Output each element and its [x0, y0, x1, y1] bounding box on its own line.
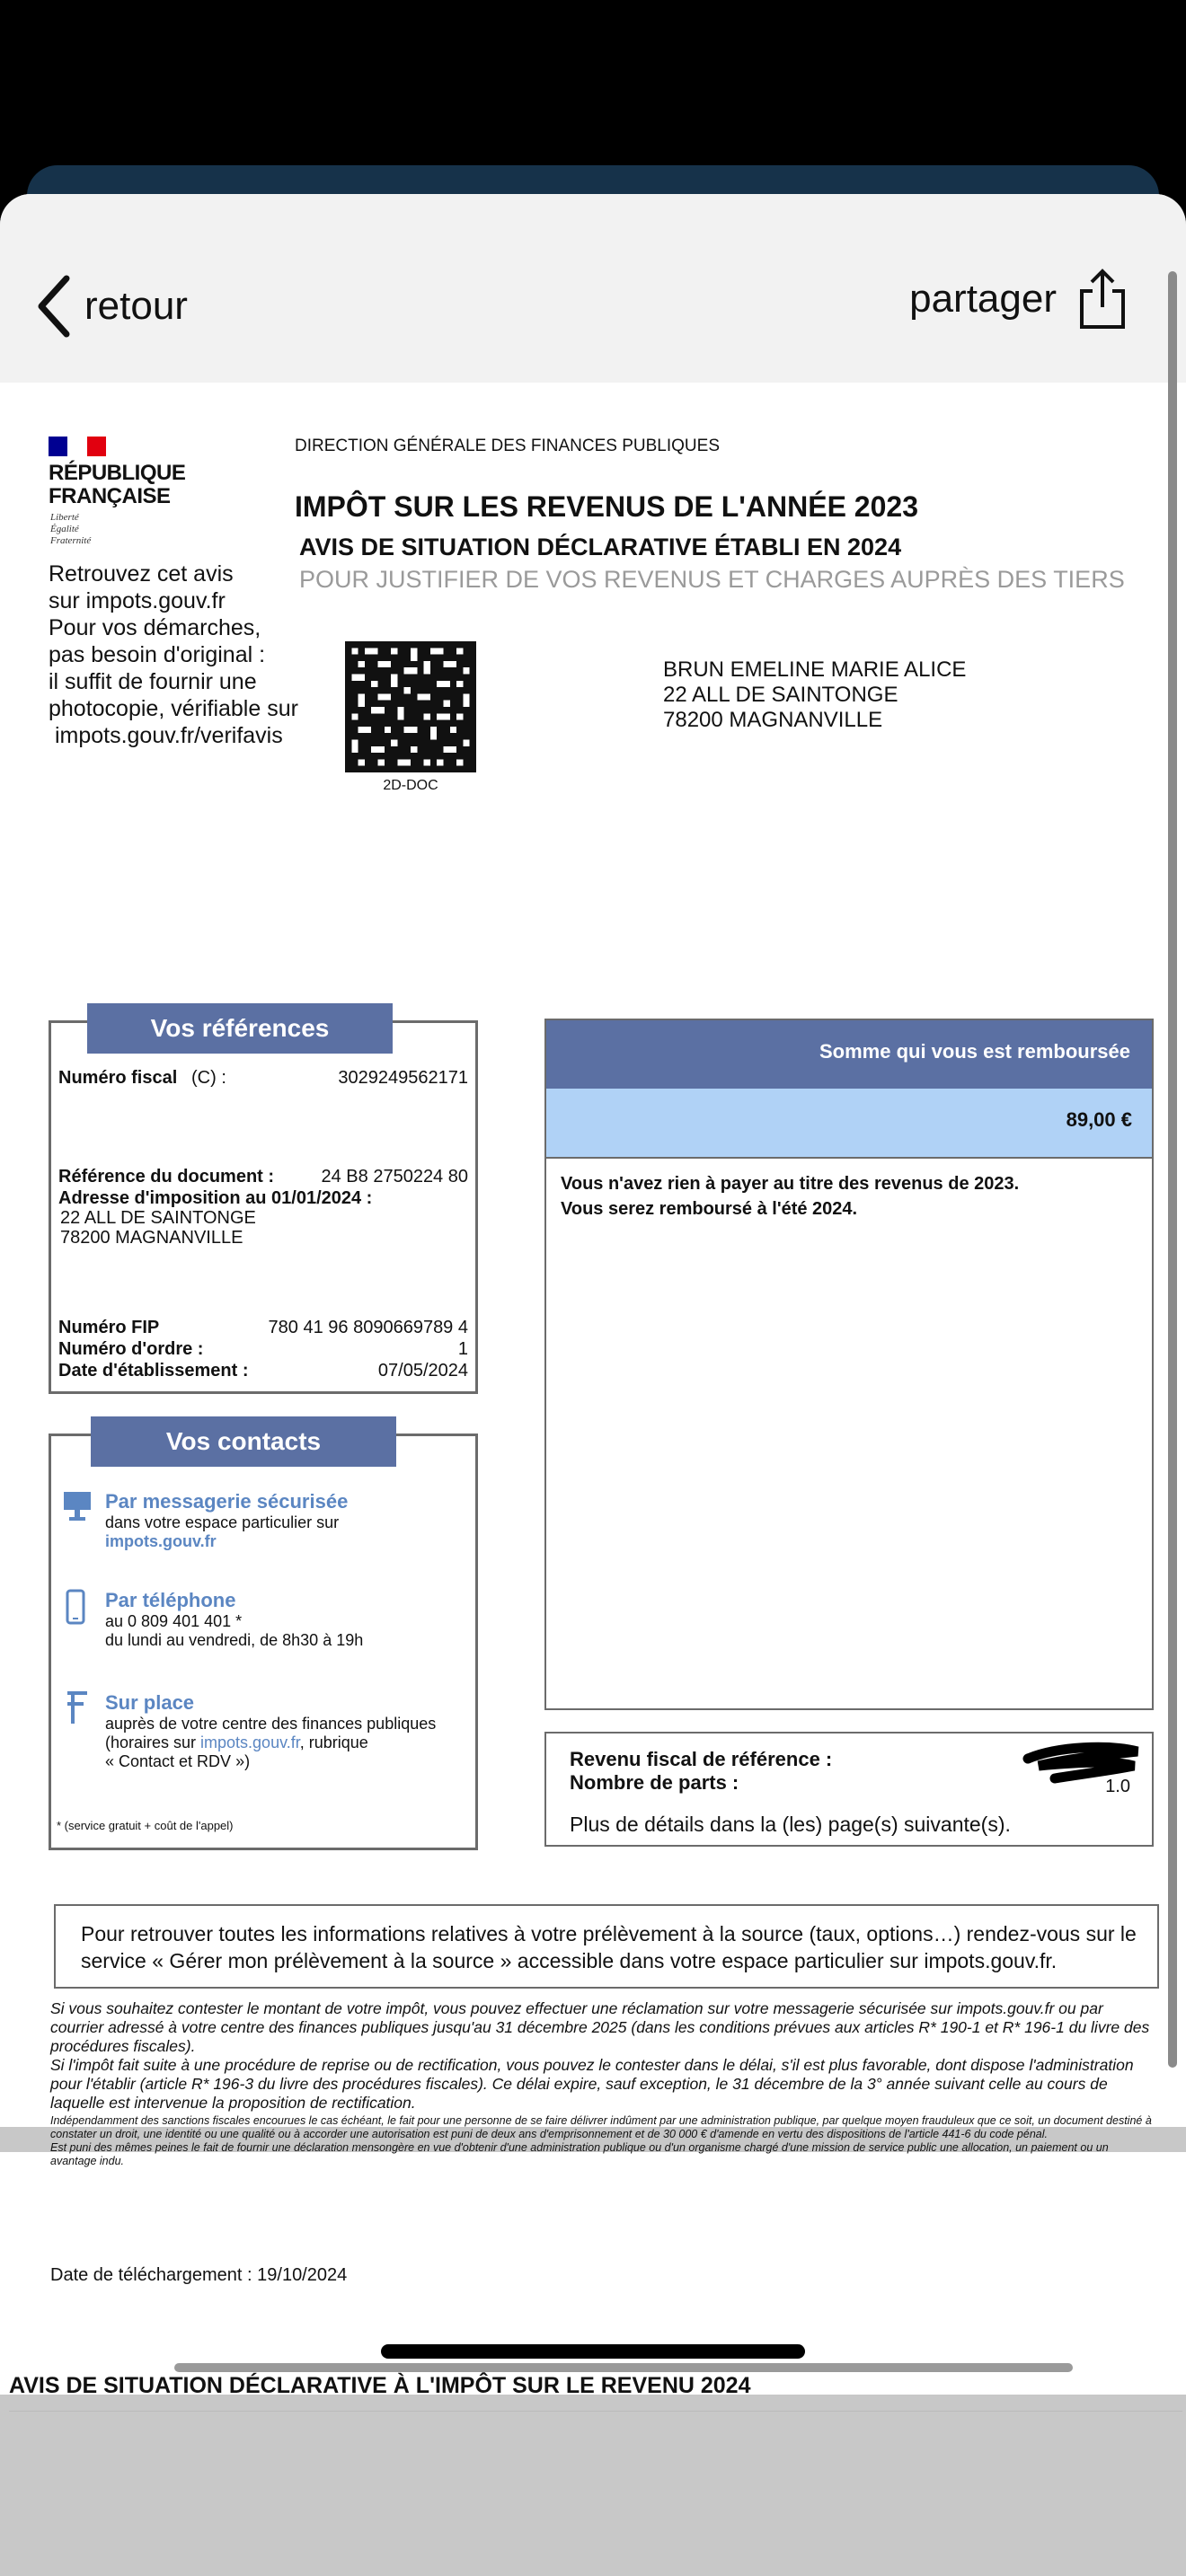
devise-fraternite: Fraternité [50, 535, 92, 546]
intro-line: photocopie, vérifiable sur [49, 696, 298, 721]
contact-messaging-line: dans votre espace particulier sur [105, 1513, 340, 1531]
back-button[interactable] [36, 257, 188, 356]
fiscal-number-label: Numéro fiscal [58, 1068, 178, 1088]
adresse-line-2: 78200 MAGNANVILLE [60, 1228, 243, 1248]
navigation-bar [0, 194, 1186, 384]
parts-label: Nombre de parts : [570, 1771, 739, 1794]
contact-place-text-a: (horaires sur [105, 1734, 201, 1751]
contact-phone-text [105, 1612, 363, 1650]
impots-link[interactable]: impots.gouv.fr [105, 1532, 217, 1550]
recipient-address [663, 657, 966, 733]
contact-place-line: auprès de votre centre des finances publiques [105, 1715, 437, 1733]
page-2-divider [9, 2411, 1182, 2412]
phone-icon [66, 1589, 85, 1625]
2d-doc-label: 2D-DOC [383, 778, 438, 793]
fip-label: Numéro FIP [58, 1318, 160, 1337]
refund-header-label: Somme qui vous est remboursée [819, 1040, 1130, 1063]
ordre-label: Numéro d'ordre : [58, 1339, 204, 1359]
contact-place-title: Sur place [105, 1691, 195, 1714]
legal-small-text [50, 2114, 1155, 2168]
french-flag-logo [49, 437, 106, 456]
date-value: 07/05/2024 [377, 1361, 468, 1381]
office-icon [64, 1689, 91, 1725]
references-box [49, 1014, 478, 1394]
share-icon [1076, 268, 1128, 331]
refund-line-1: Vous n'avez rien à payer au titre des revenus de 2023. [561, 1174, 1020, 1194]
intro-line: pas besoin d'original : [49, 642, 266, 667]
download-date: Date de téléchargement : 19/10/2024 [50, 2265, 348, 2285]
vertical-scrollbar[interactable] [1168, 271, 1177, 2068]
page-2-title: AVIS DE SITUATION DÉCLARATIVE À L'IMPÔT SUR LE REVENU 2024 [9, 2373, 751, 2398]
contact-messaging-text [105, 1513, 339, 1551]
date-label: Date d'établissement : [58, 1361, 249, 1381]
contact-place-text-b: , rubrique [299, 1734, 368, 1751]
refund-box [544, 1019, 1154, 1710]
contacts-title: Vos contacts [91, 1416, 396, 1467]
details-note: Plus de détails dans la (les) page(s) suivante(s). [570, 1813, 1011, 1836]
computer-icon [62, 1490, 93, 1522]
legal-paragraph: Si vous souhaitez contester le montant de votre impôt, vous pouvez effectuer une réclamation sur votre messagerie sécurisée sur impots.gouv.fr ou par courrier adressé à votre centre des finances publiques jusqu'au 31 décembre 2025 (dans les conditions prévues aux articles R* 190-1 et R* 196-1 du livre des procédures fiscales). [50, 1999, 1150, 2055]
devise-egalite: Égalité [50, 524, 79, 534]
contact-footnote: * (service gratuit + coût de l'appel) [57, 1819, 234, 1832]
devise-liberte: Liberté [50, 512, 79, 523]
back-label: retour [84, 284, 188, 328]
refund-amount-row [546, 1089, 1152, 1159]
chevron-left-icon [36, 275, 72, 338]
intro-line: Retrouvez cet avis [49, 561, 234, 587]
parts-value: 1.0 [1105, 1777, 1130, 1796]
refund-header [546, 1020, 1152, 1089]
revenu-fiscal-box [544, 1732, 1154, 1847]
intro-text [49, 560, 336, 749]
impots-link[interactable]: impots.gouv.fr [200, 1734, 300, 1751]
intro-line: Pour vos démarches, [49, 615, 261, 640]
direction-label: DIRECTION GÉNÉRALE DES FINANCES PUBLIQUES [295, 437, 720, 455]
share-label: partager [909, 277, 1057, 321]
republique-francaise-logo [49, 462, 185, 508]
intro-line: sur impots.gouv.fr [49, 588, 226, 613]
legal-paragraph: Si l'impôt fait suite à une procédure de reprise ou de rectification, vous pouvez le contester dans le délai, s'il est plus favorable, dont dispose l'administration pour l'établir (article R* 196-3 du livre des procédures fiscales). Ce délai expire, sauf exception, le 31 décembre de la 3° année suivant celle au cours de laquelle est intervenue la proposition de rectification. [50, 2056, 1134, 2112]
recipient-name: BRUN EMELINE MARIE ALICE [663, 657, 967, 682]
contact-phone-number: au 0 809 401 401 * [105, 1612, 243, 1630]
devise [50, 512, 91, 547]
fiscal-number-suffix: (C) : [191, 1068, 226, 1088]
legal-paragraph: Indépendamment des sanctions fiscales encourues le cas échéant, le fait pour une personne de se faire délivrer indûment par une administration publique, par quelque moyen frauduleux que ce soit, un document destiné à constater un droit, une identité ou une qualité ou à accorder une autorisation est puni de deux ans d'emprisonnement et de 30 000 € d'amende en vertu des dispositions de l'article 441-6 du code pénal. [50, 2114, 1152, 2140]
adresse-line-1: 22 ALL DE SAINTONGE [60, 1208, 256, 1228]
logo-line-2: FRANÇAISE [49, 484, 171, 508]
references-title: Vos références [87, 1003, 393, 1054]
doc-ref-value: 24 B8 2750224 80 [321, 1167, 468, 1187]
refund-amount: 89,00 € [1066, 1108, 1132, 1131]
prelevement-notice-text: Pour retrouver toutes les informations relatives à votre prélèvement à la source (taux, options…) rendez-vous sur le service « Gérer mon prélèvement à la source » accessible dans votre espace particulier sur impots.gouv.fr. [81, 1922, 1137, 1972]
logo-line-1: RÉPUBLIQUE [49, 461, 186, 485]
recipient-city: 78200 MAGNANVILLE [663, 708, 883, 732]
ordre-value: 1 [457, 1339, 468, 1359]
refund-line-2: Vous serez remboursé à l'été 2024. [561, 1199, 858, 1219]
adresse-label: Adresse d'imposition au 01/01/2024 : [58, 1188, 373, 1208]
rfr-label: Revenu fiscal de référence : [570, 1748, 833, 1770]
prelevement-notice [54, 1904, 1159, 1989]
intro-line: il suffit de fournir une [49, 669, 257, 694]
contact-messaging-title: Par messagerie sécurisée [105, 1490, 349, 1513]
2d-doc-code [345, 641, 476, 772]
document-subtitle: AVIS DE SITUATION DÉCLARATIVE ÉTABLI EN 2024 [299, 534, 902, 560]
refund-message [561, 1171, 1019, 1222]
doc-ref-label: Référence du document : [58, 1167, 275, 1187]
fip-value: 780 41 96 8090669789 4 [268, 1318, 468, 1337]
fiscal-number-value: 3029249562171 [338, 1068, 468, 1088]
legal-paragraph: Est puni des mêmes peines le fait de fournir une déclaration mensongère en vue d'obtenir d'une administration publique ou d'un organisme chargé d'une mission de service public une allocation, un paiement ou un avantage indu. [50, 2141, 1109, 2167]
horizontal-scrollbar[interactable] [174, 2363, 1073, 2372]
contact-place-line: « Contact et RDV ») [105, 1752, 251, 1770]
document-title: IMPÔT SUR LES REVENUS DE L'ANNÉE 2023 [295, 490, 918, 523]
recipient-street: 22 ALL DE SAINTONGE [663, 683, 898, 707]
home-indicator[interactable] [381, 2344, 805, 2359]
contacts-box [49, 1427, 478, 1850]
share-button[interactable] [909, 250, 1128, 348]
document-purpose: POUR JUSTIFIER DE VOS REVENUS ET CHARGES AUPRÈS DES TIERS [299, 566, 1125, 593]
legal-text [50, 1999, 1155, 2113]
contact-phone-hours: du lundi au vendredi, de 8h30 à 19h [105, 1631, 364, 1649]
contact-phone-title: Par téléphone [105, 1589, 236, 1611]
contact-place-text [105, 1715, 436, 1771]
intro-line: impots.gouv.fr/verifavis [49, 723, 283, 748]
contact-place-line [105, 1734, 436, 1752]
